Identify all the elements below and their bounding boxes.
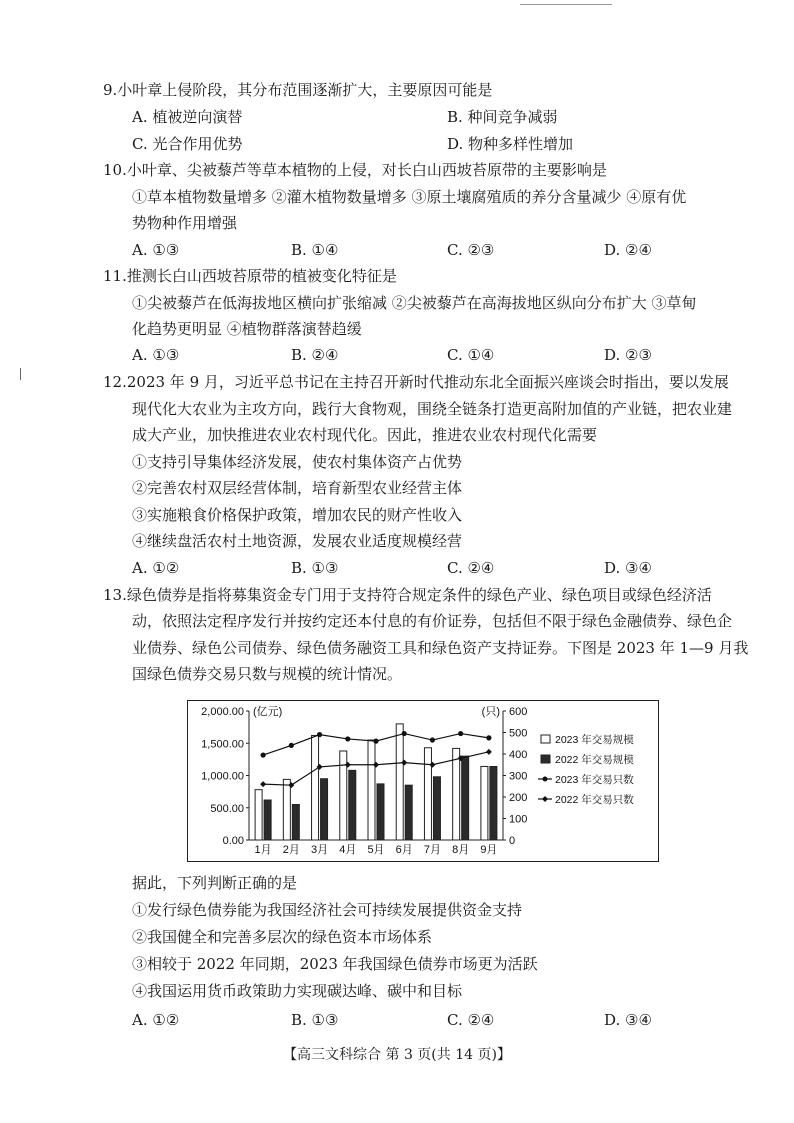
q11-stem-line-1: 11.推测长白山西坡苔原带的植被变化特征是: [103, 267, 397, 285]
q12-option-a[interactable]: A. ①②: [132, 559, 180, 577]
point-2023-count: [261, 752, 266, 757]
x-tick-label: 2月: [282, 844, 300, 856]
green-bond-chart: [187, 700, 659, 862]
bar-2023-scale: [396, 724, 403, 840]
x-tick-label: 8月: [452, 844, 470, 856]
left-tick-label: 1,500.00: [201, 738, 244, 751]
bar-2022-scale: [377, 784, 384, 840]
x-tick-label: 1月: [254, 844, 272, 856]
bar-2022-scale: [321, 779, 328, 840]
q12-option-d[interactable]: D. ③④: [604, 559, 652, 577]
page-footer: 【高三文科综合 第 3 页(共 14 页)】: [283, 1047, 511, 1063]
q9-option-d[interactable]: D. 物种多样性增加: [447, 135, 574, 153]
left-tick-label: 2,000.00: [201, 706, 244, 718]
q9-option-c[interactable]: C. 光合作用优势: [132, 135, 243, 153]
chart-canvas: [188, 701, 658, 861]
q12-item-3: ③实施粮食价格保护政策，增加农民的财产性收入: [132, 506, 463, 524]
left-tick-label: 0.00: [222, 835, 244, 847]
q11-option-d[interactable]: D. ②③: [604, 346, 652, 364]
q12-stem-line-1: 12.2023 年 9 月，习近平总书记在主持召开新时代推动东北全面振兴座谈会时指出，要以发展: [103, 373, 729, 391]
q12-option-c[interactable]: C. ②④: [447, 559, 495, 577]
q13-item-4: ④我国运用货币政策助力实现碳达峰、碳中和目标: [132, 982, 463, 1000]
bar-2022-scale: [490, 766, 497, 840]
point-2023-count: [373, 739, 378, 744]
right-tick-label: 100: [509, 813, 528, 826]
right-tick-label: 300: [509, 770, 528, 783]
q13-item-1: ①发行绿色债券能为我国经济社会可持续发展提供资金支持: [132, 901, 523, 919]
right-tick-label: 200: [509, 792, 528, 804]
x-tick-label: 6月: [395, 844, 413, 856]
right-tick-label: 400: [509, 749, 528, 761]
x-tick-label: 4月: [339, 844, 357, 856]
point-2023-count: [345, 736, 350, 741]
q10-option-c[interactable]: C. ②③: [447, 241, 495, 259]
q12-item-4: ④继续盘活农村土地资源，发展农业适度规模经营: [132, 532, 463, 550]
q13-stem-line-1: 13.绿色债券是指将募集资金专门用于支持符合规定条件的绿色产业、绿色项目或绿色经济活: [103, 586, 712, 604]
q13-item-3: ③相较于 2022 年同期，2023 年我国绿色债券市场更为活跃: [132, 955, 538, 973]
legend-label: 2023 年交易只数: [555, 774, 634, 786]
bar-2022-scale: [264, 800, 271, 840]
bar-2023-scale: [424, 748, 431, 840]
legend-label: 2022 年交易只数: [555, 794, 634, 806]
q11-option-c[interactable]: C. ①④: [447, 346, 495, 364]
bar-2022-scale: [405, 785, 412, 840]
q10-stem-line-1: 10.小叶章、尖被藜芦等草本植物的上侵，对长白山西坡苔原带的主要影响是: [103, 161, 607, 179]
q12-item-1: ①支持引导集体经济发展，使农村集体资产占优势: [132, 453, 463, 471]
q13-stem-line-3: 业债券、绿色公司债券、绿色债务融资工具和绿色资产支持证券。下图是 2023 年 1—9 月我: [132, 639, 749, 657]
left-tick-label: 1,000.00: [201, 770, 244, 783]
legend-swatch: [541, 755, 550, 763]
margin-mark: [20, 368, 21, 380]
legend-label: 2023 年交易规模: [555, 734, 634, 746]
q13-option-c[interactable]: C. ②④: [447, 1011, 495, 1029]
point-2023-count: [289, 743, 294, 748]
point-2022-count: [260, 781, 266, 787]
q12-option-b[interactable]: B. ①③: [291, 559, 339, 577]
q12-stem-line-3: 成大产业，加快推进农业农村现代化。因此，推进农业农村现代化需要: [132, 426, 598, 444]
right-tick-label: 600: [509, 706, 528, 718]
q12-item-2: ②完善农村双层经营体制，培育新型农业经营主体: [132, 479, 463, 497]
point-2023-count: [458, 731, 463, 736]
x-tick-label: 5月: [367, 844, 385, 856]
legend-marker: [542, 796, 548, 802]
q9-option-a[interactable]: A. 植被逆向演替: [132, 108, 243, 126]
bar-2023-scale: [312, 736, 319, 840]
legend-swatch: [541, 735, 550, 743]
q13-option-d[interactable]: D. ③④: [604, 1011, 652, 1029]
q9-stem: 9.小叶章上侵阶段，其分布范围逐渐扩大，主要原因可能是: [103, 81, 493, 99]
bar-2023-scale: [368, 740, 375, 840]
right-tick-label: 500: [509, 727, 528, 740]
left-axis-unit: (亿元): [253, 706, 283, 718]
bar-2022-scale: [433, 777, 440, 840]
legend-label: 2022 年交易规模: [555, 754, 634, 766]
point-2023-count: [430, 737, 435, 742]
bar-2022-scale: [292, 805, 299, 840]
point-2022-count: [486, 749, 492, 755]
bar-2023-scale: [481, 766, 488, 840]
x-tick-label: 3月: [310, 844, 329, 856]
q13-stem-line-2: 动，依照法定程序发行并按约定还本付息的有价证券，包括但不限于绿色金融债券、绿色企: [132, 612, 733, 630]
bar-2023-scale: [453, 748, 460, 840]
q13-after-chart: 据此，下列判断正确的是: [132, 874, 298, 892]
q10-option-d[interactable]: D. ②④: [604, 241, 652, 259]
x-tick-label: 9月: [480, 844, 498, 856]
q11-stem-line-3: 化趋势更明显 ④植物群落演替趋缓: [132, 320, 362, 338]
q12-stem-line-2: 现代化大农业为主攻方向，践行大食物观，围绕全链条打造更高附加值的产业链，把农业建: [132, 400, 733, 418]
q13-item-2: ②我国健全和完善多层次的绿色资本市场体系: [132, 928, 433, 946]
top-rule: [520, 4, 612, 5]
point-2023-count: [317, 732, 322, 737]
q9-option-b[interactable]: B. 种间竞争减弱: [447, 108, 558, 126]
q10-option-b[interactable]: B. ①④: [291, 241, 339, 259]
q11-stem-line-2: ①尖被藜芦在低海拔地区横向扩张缩减 ②尖被藜芦在高海拔地区纵向分布扩大 ③草甸: [132, 294, 697, 312]
legend-marker: [543, 777, 548, 782]
right-tick-label: 0: [509, 835, 516, 847]
point-2023-count: [402, 731, 407, 736]
q11-option-b[interactable]: B. ②④: [291, 346, 339, 364]
q10-stem-line-2: ①草本植物数量增多 ②灌木植物数量增多 ③原土壤腐殖质的养分含量减少 ④原有优: [132, 188, 687, 206]
right-axis-unit: (只): [481, 706, 500, 718]
bar-2023-scale: [255, 790, 262, 840]
bar-2023-scale: [283, 779, 290, 840]
q11-option-a[interactable]: A. ①③: [132, 346, 180, 364]
left-tick-label: 500.00: [210, 802, 244, 815]
bar-2022-scale: [349, 770, 356, 840]
q13-option-a[interactable]: A. ①②: [132, 1011, 180, 1029]
x-tick-label: 7月: [423, 844, 442, 856]
q10-stem-line-3: 势物种作用增强: [132, 214, 238, 232]
point-2023-count: [486, 735, 491, 740]
q10-option-a[interactable]: A. ①③: [132, 241, 180, 259]
q13-stem-line-4: 国绿色债券交易只数与规模的统计情况。: [132, 665, 403, 683]
bar-2022-scale: [462, 756, 469, 840]
q13-option-b[interactable]: B. ①③: [291, 1011, 339, 1029]
